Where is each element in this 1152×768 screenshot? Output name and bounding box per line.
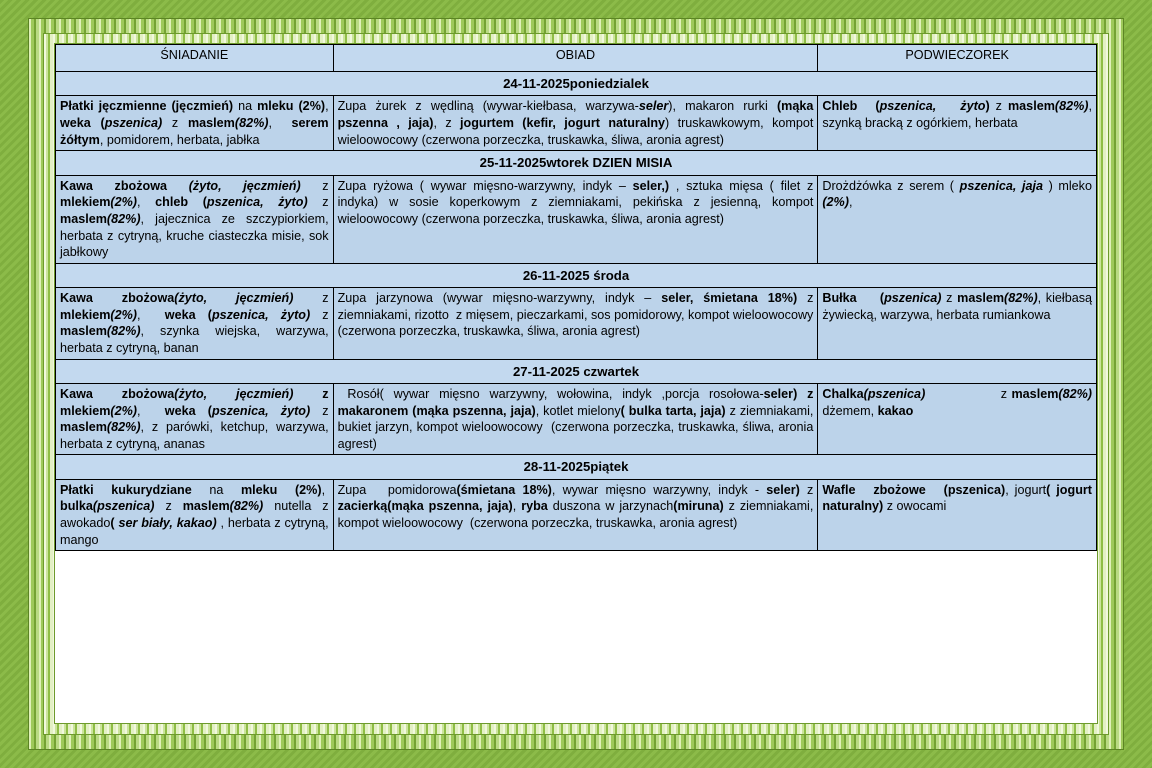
day-header-row — [56, 359, 1097, 383]
table-row — [56, 175, 1097, 263]
cell-sniadanie: Kawa zbożowa(żyto, jęczmień) z mlekiem(2%), weka (pszenica, żyto) z maslem(82%), szynka wiejska, warzywa, herbata z cytryną, banan — [56, 288, 334, 359]
cell-obiad: Zupa pomidorowa(śmietana 18%), wywar mięsno warzywny, indyk - seler) z zacierką(mąka pszenna, jaja), ryba duszona w jarzynach(miruna) z ziemniakami, kompot wieloowocowy (czerwona porzeczka, truskawka, aronia agrest) — [333, 479, 818, 550]
cell-podwieczorek: Drożdżówka z serem ( pszenica, jaja ) mleko (2%), — [818, 175, 1097, 263]
table-row — [56, 384, 1097, 455]
cell-podwieczorek: Wafle zbożowe (pszenica), jogurt( jogurt naturalny) z owocami — [818, 479, 1097, 550]
cell-sniadanie: Kawa zbożowa(żyto, jęczmień) z mlekiem(2%), weka (pszenica, żyto) z maslem(82%), z parówki, ketchup, warzywa, herbata z cytryną, ananas — [56, 384, 334, 455]
cell-podwieczorek: Bułka (pszenica) z maslem(82%), kiełbasą żywiecką, warzywa, herbata rumiankowa — [818, 288, 1097, 359]
day-date-label: 28-11-2025piątek — [56, 455, 1097, 479]
cell-sniadanie: Płatki kukurydziane na mleku (2%), bulka(pszenica) z maslem(82%) nutella z awokado( ser biały, kakao) , herbata z cytryną, mango — [56, 479, 334, 550]
cell-obiad: Zupa ryżowa ( wywar mięsno-warzywny, indyk – seler,) , sztuka mięsa ( filet z indyka) w sosie koperkowym z ziemniakami, pekińska z jesienną, kompot wieloowocowy (czerwona porzeczka, truskawka, śliwa, aronia agrest) — [333, 175, 818, 263]
day-date-label: 27-11-2025 czwartek — [56, 359, 1097, 383]
decorative-frame-middle — [43, 33, 1109, 735]
table-row — [56, 479, 1097, 550]
day-header-row — [56, 72, 1097, 96]
menu-table — [55, 44, 1097, 551]
column-header-obiad: OBIAD — [333, 45, 818, 72]
table-row — [56, 288, 1097, 359]
day-date-label: 24-11-2025poniedzialek — [56, 72, 1097, 96]
decorative-frame-outer — [28, 18, 1124, 750]
cell-podwieczorek: Chleb (pszenica, żyto) z maslem(82%), szynką bracką z ogórkiem, herbata — [818, 96, 1097, 151]
day-header-row — [56, 263, 1097, 287]
document-content-area — [54, 43, 1098, 724]
table-header-row — [56, 45, 1097, 72]
day-date-label: 25-11-2025wtorek DZIEN MISIA — [56, 151, 1097, 175]
day-date-label: 26-11-2025 środa — [56, 263, 1097, 287]
cell-obiad: Zupa jarzynowa (wywar mięsno-warzywny, indyk – seler, śmietana 18%) z ziemniakami, rizotto z mięsem, pieczarkami, sos pomidorowy, kompot wieloowocowy (czerwona porzeczka, truskawka, śliwa, aronia agrest) — [333, 288, 818, 359]
column-header-sniadanie: ŚNIADANIE — [56, 45, 334, 72]
column-header-podwieczorek: PODWIECZOREK — [818, 45, 1097, 72]
table-row — [56, 96, 1097, 151]
cell-sniadanie: Kawa zbożowa (żyto, jęczmień) z mlekiem(2%), chleb (pszenica, żyto) z maslem(82%), jajecznica ze szczypiorkiem, herbata z cytryną, kruche ciasteczka misie, sok jabłkowy — [56, 175, 334, 263]
cell-obiad: Rosół( wywar mięsno warzywny, wołowina, indyk ,porcja rosołowa-seler) z makaronem (mąka pszenna, jaja), kotlet mielony( bulka tarta, jaja) z ziemniakami, bukiet jarzyn, kompot wieloowocowy (czerwona porzeczka, truskawka, śliwa, aronia agrest) — [333, 384, 818, 455]
cell-sniadanie: Płatki jęczmienne (jęczmień) na mleku (2%), weka (pszenica) z maslem(82%), serem żółtym, pomidorem, herbata, jabłka — [56, 96, 334, 151]
cell-obiad: Zupa żurek z wędliną (wywar-kiełbasa, warzywa-seler), makaron rurki (mąka pszenna , jaja), z jogurtem (kefir, jogurt naturalny) truskawkowym, kompot wieloowocowy (czerwona porzeczka, truskawka, śliwa, aronia agrest) — [333, 96, 818, 151]
cell-podwieczorek: Chalka(pszenica) z maslem(82%) dżemem, kakao — [818, 384, 1097, 455]
day-header-row — [56, 455, 1097, 479]
day-header-row — [56, 151, 1097, 175]
